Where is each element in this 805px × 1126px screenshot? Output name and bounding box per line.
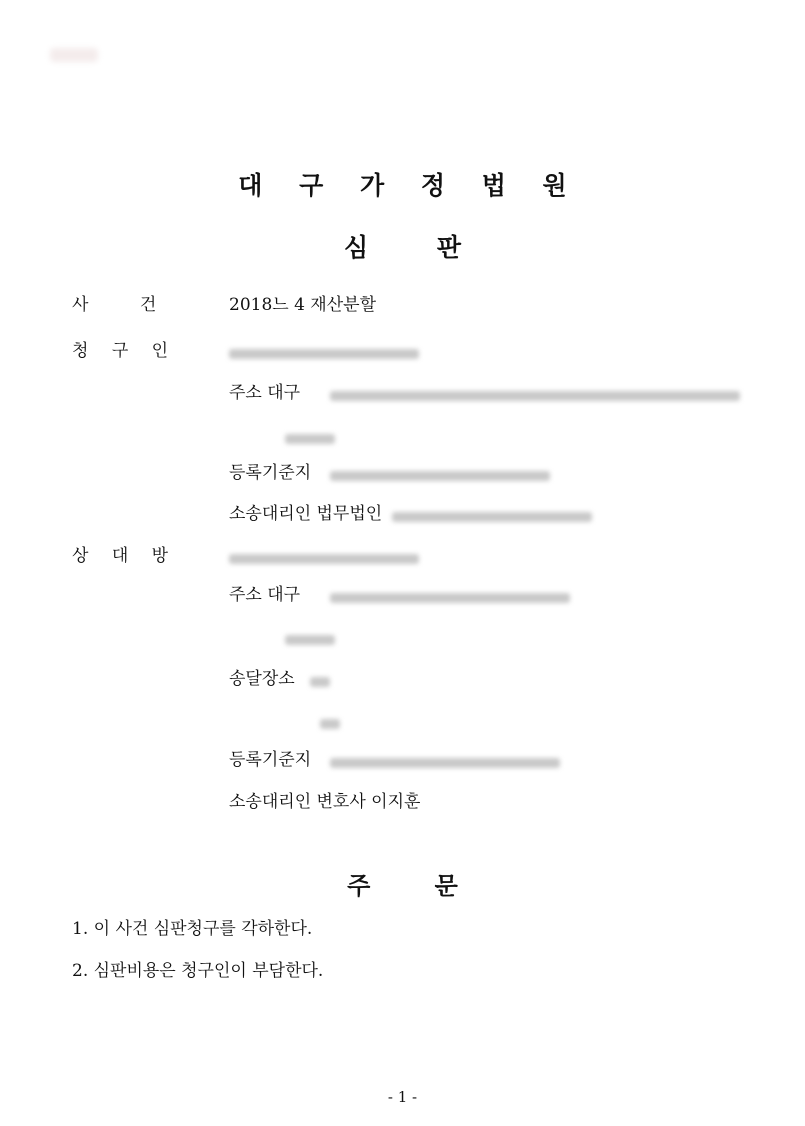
- claimant-label: 청 구 인: [72, 341, 169, 361]
- claimant-attorney-redacted: [392, 506, 592, 525]
- case-label: 사 건: [72, 295, 157, 315]
- order-item-2: 2. 심판비용은 청구인이 부담한다.: [72, 961, 324, 981]
- respondent-attorney: 소송대리인 변호사 이지훈: [229, 792, 421, 812]
- respondent-delivery: 송달장소: [229, 669, 295, 689]
- respondent-delivery-redacted: [310, 671, 330, 690]
- order-heading: 주 문: [347, 872, 458, 900]
- claimant-address-redacted-2: [285, 428, 335, 447]
- claimant-registry-redacted: [330, 465, 550, 484]
- case-value: 2018느 4 재산분할: [229, 295, 376, 315]
- respondent-address: 주소 대구: [229, 585, 301, 605]
- respondent-address-redacted-2: [285, 629, 335, 648]
- claimant-address: 주소 대구: [229, 383, 301, 403]
- respondent-name-redacted: [229, 548, 419, 567]
- claimant-address-redacted: [330, 385, 740, 404]
- respondent-address-redacted: [330, 587, 570, 606]
- claimant-registry: 등록기준지: [229, 463, 312, 483]
- respondent-delivery-redacted-2: [320, 713, 340, 732]
- claimant-name-redacted: [229, 343, 419, 362]
- faint-mark: [50, 48, 98, 62]
- claimant-attorney: 소송대리인 법무법인: [229, 504, 383, 524]
- document-type: 심 판: [343, 233, 461, 262]
- page-number: - 1 -: [387, 1088, 418, 1106]
- order-item-1: 1. 이 사건 심판청구를 각하한다.: [72, 919, 313, 939]
- respondent-label: 상 대 방: [72, 546, 169, 566]
- court-name: 대 구 가 정 법 원: [238, 171, 581, 200]
- respondent-registry-redacted: [330, 752, 560, 771]
- respondent-registry: 등록기준지: [229, 750, 312, 770]
